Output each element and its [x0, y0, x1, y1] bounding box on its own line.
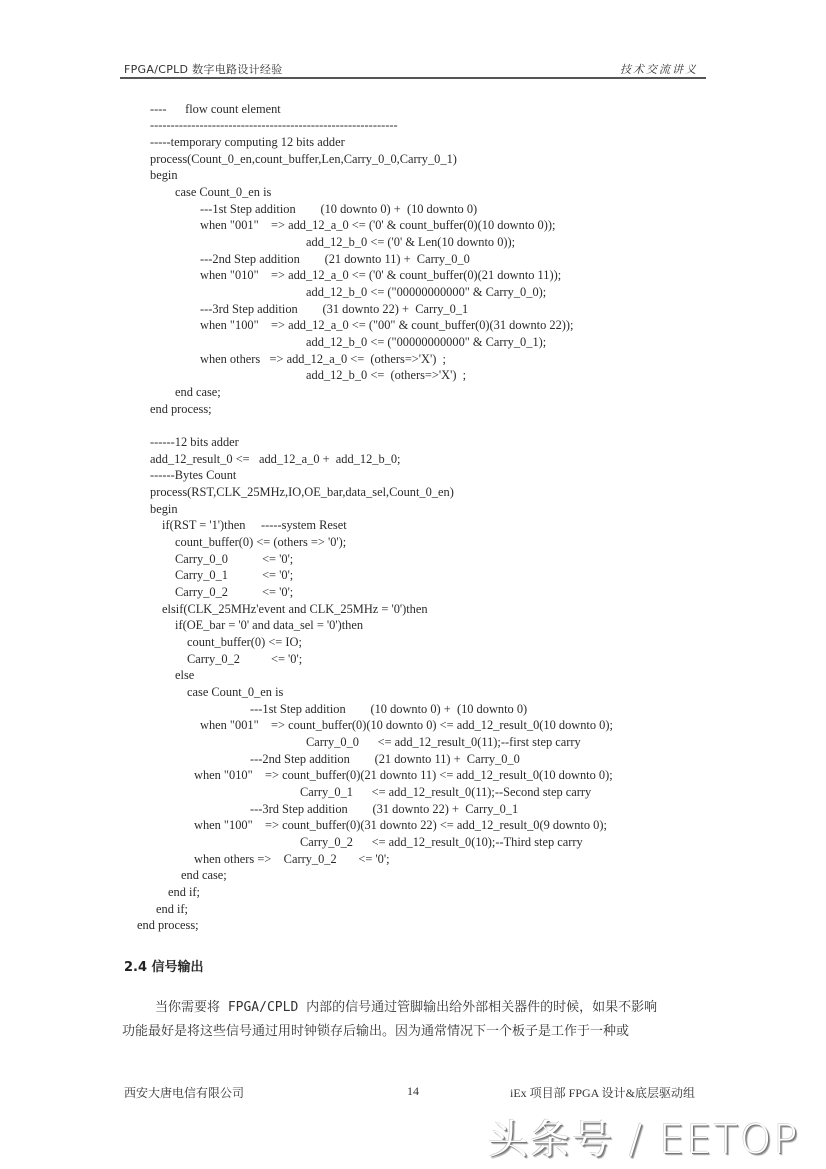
code-line: process(Count_0_en,count_buffer,Len,Carry_0_0,Carry_0_1) [150, 152, 457, 166]
code-line: add_12_b_0 <= ('0' & Len(10 downto 0)); [306, 235, 516, 249]
code-line: else [175, 668, 195, 682]
code-line: ---2nd Step addition (21 downto 11) + Carry_0_0 [200, 252, 470, 266]
code-line: Carry_0_2 <= '0'; [175, 585, 294, 599]
watermark: 头条号 / EETOP [488, 1117, 800, 1163]
code-line: case Count_0_en is [187, 685, 284, 699]
code-line: end if; [168, 885, 200, 899]
code-line: ---1st Step addition (10 downto 0) + (10 downto 0) [200, 202, 478, 216]
code-line: ---1st Step addition (10 downto 0) + (10 downto 0) [250, 702, 528, 716]
paragraph-line-2: 功能最好是将这些信号通过用时钟锁存后输出。因为通常情况下一个板子是工作于一种或 [122, 1024, 630, 1039]
code-line: count_buffer(0) <= (others => '0'); [175, 535, 347, 549]
code-line: ------------------------------------------------------------ [150, 118, 398, 132]
code-line: when "100" => add_12_a_0 <= ("00" & count_buffer(0)(31 downto 22)); [200, 318, 574, 332]
code-line: elsif(CLK_25MHz'event and CLK_25MHz = '0')then [162, 602, 428, 616]
code-line: end case; [181, 868, 227, 882]
code-line: ---- flow count element [150, 102, 281, 116]
code-line: add_12_b_0 <= ("00000000000" & Carry_0_1); [306, 335, 547, 349]
page-header-left: FPGA/CPLD 数字电路设计经验 [124, 63, 283, 76]
code-line: begin [150, 502, 178, 516]
code-line: when others => Carry_0_2 <= '0'; [194, 852, 390, 866]
code-line: ---2nd Step addition (21 downto 11) + Carry_0_0 [250, 752, 520, 766]
code-line: if(OE_bar = '0' and data_sel = '0')then [175, 618, 364, 632]
paragraph-line-1: 当你需要将 FPGA/CPLD 内部的信号通过管脚输出给外部相关器件的时候，如果不影响 [155, 1000, 658, 1015]
code-line: Carry_0_0 <= '0'; [175, 552, 294, 566]
code-line: ---3rd Step addition (31 downto 22) + Carry_0_1 [250, 802, 519, 816]
code-line: Carry_0_2 <= add_12_result_0(10);--Third step carry [300, 835, 583, 849]
code-line: end process; [137, 918, 199, 932]
code-line: end process; [150, 402, 212, 416]
code-line: when "010" => count_buffer(0)(21 downto 11) <= add_12_result_0(10 downto 0); [194, 768, 613, 782]
code-line: process(RST,CLK_25MHz,IO,OE_bar,data_sel,Count_0_en) [150, 485, 454, 499]
code-line: when "001" => add_12_a_0 <= ('0' & count_buffer(0)(10 downto 0)); [200, 218, 556, 232]
code-line: end if; [156, 902, 188, 916]
code-line: when others => add_12_a_0 <= (others=>'X') ; [200, 352, 446, 366]
code-line: when "010" => add_12_a_0 <= ('0' & count_buffer(0)(21 downto 11)); [200, 268, 562, 282]
code-line: Carry_0_1 <= add_12_result_0(11);--Second step carry [300, 785, 592, 799]
code-line: Carry_0_1 <= '0'; [175, 568, 294, 582]
code-line: add_12_b_0 <= ("00000000000" & Carry_0_0); [306, 285, 547, 299]
footer-page-number: 14 [407, 1084, 419, 1098]
code-line: Carry_0_2 <= '0'; [187, 652, 303, 666]
code-line: when "001" => count_buffer(0)(10 downto 0) <= add_12_result_0(10 downto 0); [200, 718, 613, 732]
code-line: if(RST = '1')then -----system Reset [162, 518, 347, 532]
code-line: case Count_0_en is [175, 185, 272, 199]
code-line: add_12_b_0 <= (others=>'X') ; [306, 368, 467, 382]
code-line: end case; [175, 385, 221, 399]
code-line: ---3rd Step addition (31 downto 22) + Carry_0_1 [200, 302, 469, 316]
code-line: add_12_result_0 <= add_12_a_0 + add_12_b_0; [150, 452, 401, 466]
footer-company: 西安大唐电信有限公司 [124, 1086, 245, 1100]
code-line: Carry_0_0 <= add_12_result_0(11);--first step carry [306, 735, 581, 749]
code-line: -----temporary computing 12 bits adder [150, 135, 345, 149]
page-header-right: 技术交流讲义 [620, 63, 698, 76]
code-line: ------Bytes Count [150, 468, 237, 482]
code-line: begin [150, 168, 178, 182]
section-heading: 2.4 信号输出 [124, 960, 204, 975]
header-rule [120, 77, 706, 79]
code-line: count_buffer(0) <= IO; [187, 635, 302, 649]
code-line: ------12 bits adder [150, 435, 239, 449]
footer-department: iEx 项目部 FPGA 设计&底层驱动组 [510, 1086, 696, 1100]
code-line: when "100" => count_buffer(0)(31 downto 22) <= add_12_result_0(9 downto 0); [194, 818, 607, 832]
